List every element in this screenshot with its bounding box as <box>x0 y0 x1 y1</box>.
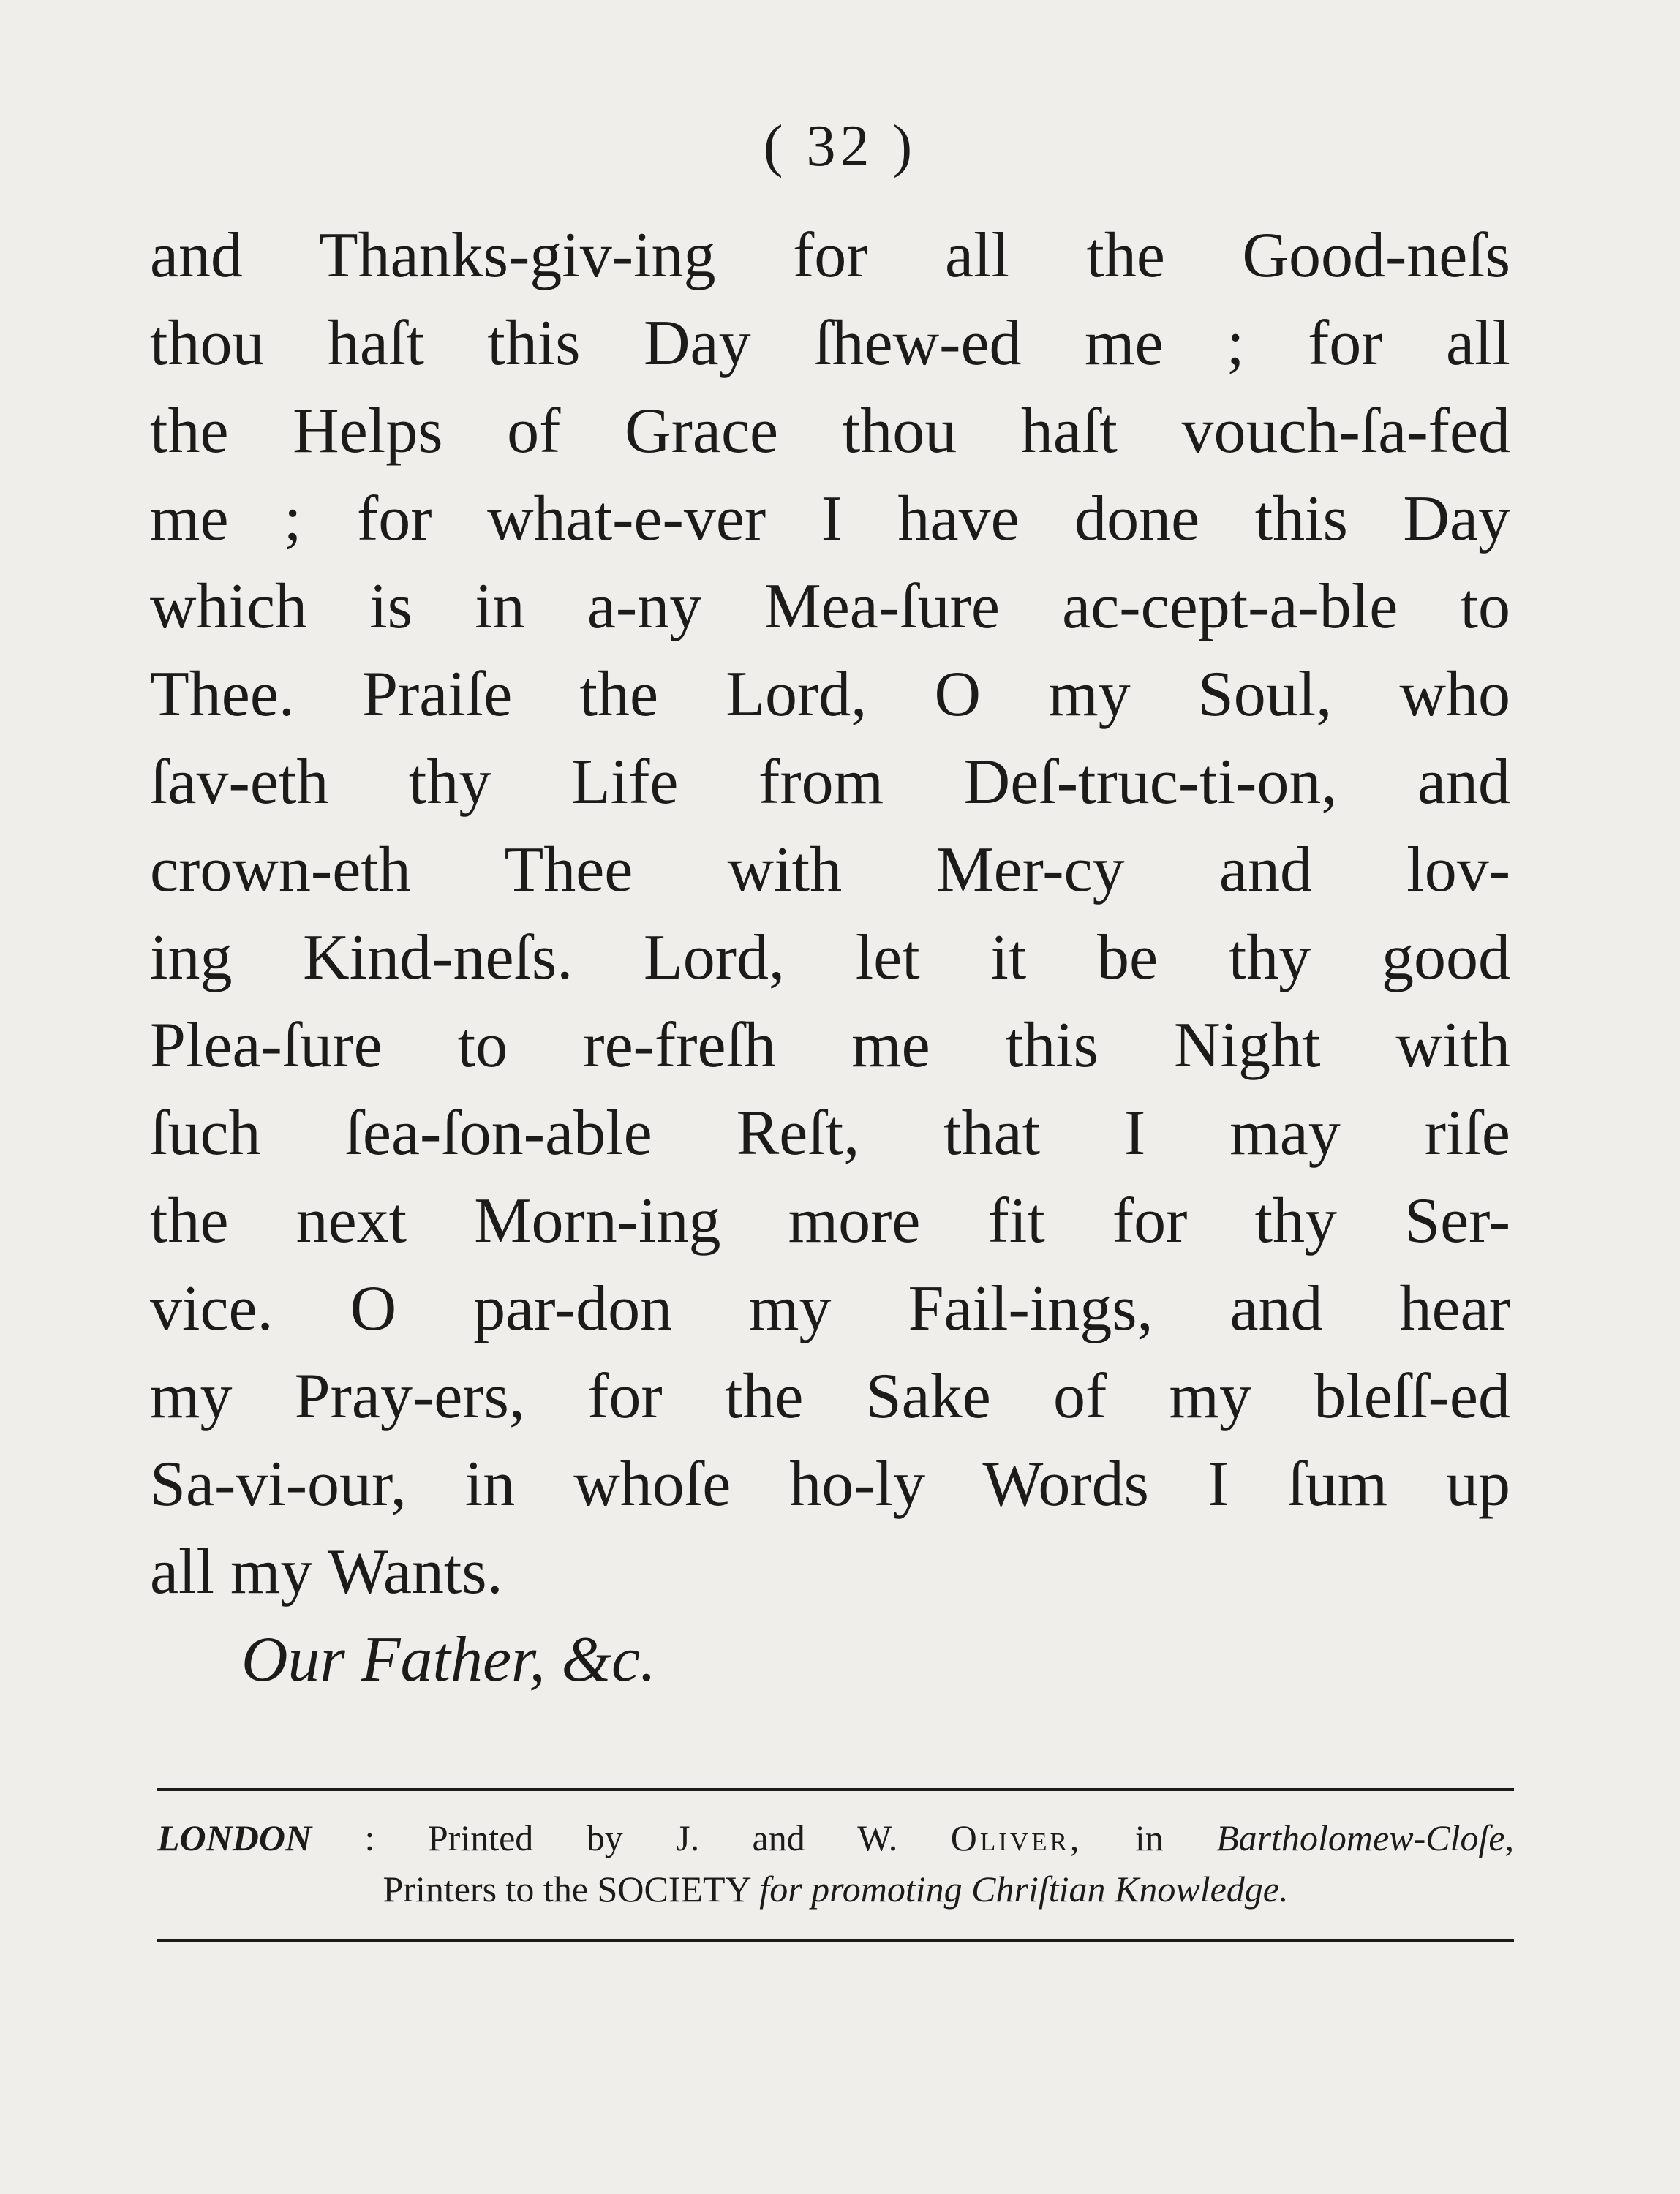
imprint-line-1 <box>157 1815 1514 1861</box>
text-line: ſav-eth thy Life from Deſ-truc-ti-on, and <box>150 747 1510 818</box>
text-line: my Pray-ers, for the Sake of my bleſſ-ed <box>150 1361 1510 1432</box>
text-line: crown-eth Thee with Mer-cy and lov- <box>150 834 1510 905</box>
text-line: the Helps of Grace thou haſt vouch-ſa-fed <box>150 396 1510 467</box>
text-line: vice. O par-don my Fail-ings, and hear <box>150 1273 1510 1344</box>
text-line: Thee. Praiſe the Lord, O my Soul, who <box>150 659 1510 730</box>
imprint-surname: Oliver, <box>950 1817 1082 1858</box>
text-line: ſuch ſea-ſon-able Reſt, that I may riſe <box>150 1098 1510 1169</box>
text-line: and Thanks-giv-ing for all the Good-neſs <box>150 220 1510 291</box>
text-line: ing Kind-neſs. Lord, let it be thy good <box>150 922 1510 993</box>
text-line: which is in a-ny Mea-ſure ac-cept-a-ble to <box>150 571 1510 642</box>
text-line: the next Morn-ing more fit for thy Ser- <box>150 1185 1510 1256</box>
closing-line: Our Father, &c. <box>241 1624 657 1695</box>
text-line: me ; for what-e-ver I have done this Day <box>150 483 1510 554</box>
imprint-line-2 <box>157 1866 1514 1912</box>
page-number: ( 32 ) <box>763 114 917 178</box>
text-line: Sa-vi-our, in whoſe ho-ly Words I ſum up <box>150 1449 1510 1520</box>
prayer-text <box>150 212 1510 1704</box>
imprint-colon: : <box>364 1817 375 1858</box>
imprint-in: in <box>1134 1817 1164 1858</box>
imprint-printers-to: Printers to the <box>383 1869 589 1910</box>
top-rule <box>157 1788 1514 1791</box>
bottom-rule <box>157 1939 1514 1942</box>
imprint-purpose: for promoting Chriſtian Knowledge. <box>759 1869 1289 1910</box>
text-line: thou haſt this Day ſhew-ed me ; for all <box>150 308 1510 379</box>
text-line: Plea-ſure to re-freſh me this Night with <box>150 1010 1510 1081</box>
imprint-initials: J. and W. <box>676 1817 898 1858</box>
text-line: all my Wants. <box>150 1537 503 1607</box>
imprint-place: Bartholomew-Cloſe, <box>1216 1817 1515 1858</box>
imprint-printed-by: Printed by <box>427 1817 623 1858</box>
imprint-society: SOCIETY <box>597 1869 750 1910</box>
imprint-city: LONDON <box>157 1817 312 1858</box>
